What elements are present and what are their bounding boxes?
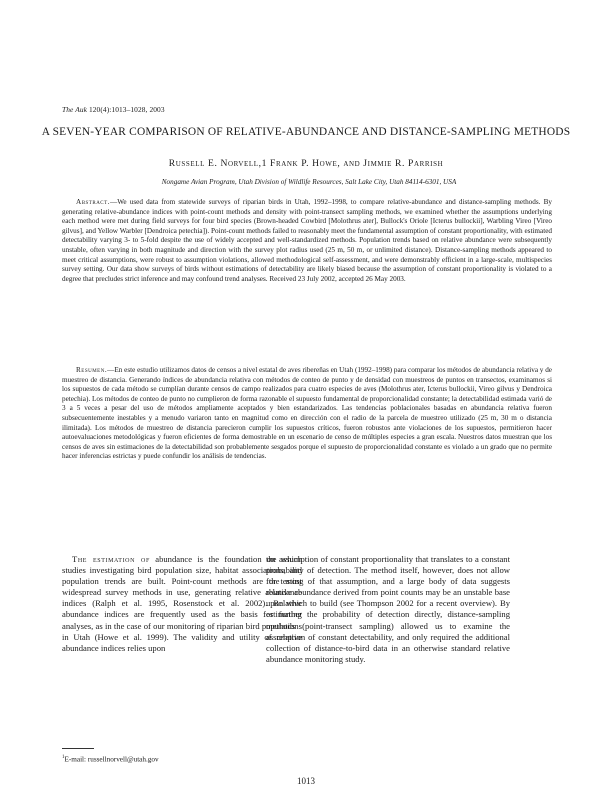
footnote-rule (62, 748, 94, 749)
footnote-text: E-mail: russellnorvell@utah.gov (64, 755, 159, 764)
author-affiliation: Nongame Avian Program, Utah Division of Wildlife Resources, Salt Lake City, Utah 84114-6301, USA (161, 178, 457, 186)
body-column-right (266, 554, 510, 665)
journal-citation (62, 105, 165, 114)
page-number: 1013 (297, 776, 315, 786)
abstract-text: —We used data from statewide surveys of riparian birds in Utah, 1992–1998, to compare relative-abundance and distance-sampling methods. By generating relative-abundance indices with point-count methods and density with point-transect sampling methods, we examined whether the assumptions underlying each method were met during field surveys for four bird species (Brown-headed Cowbird [Molothrus ater], Bullock's Oriole [Icterus bullockii], Warbling Vireo [Vireo gilvus], and Yellow Warbler [Dendroica petechia]). Point-count methods failed to reasonably meet the fundamental assumption of constant proportionality, with estimated detectability varying 3- to 5-fold despite the use of widely accepted and well-standardized methods. Population trends based on relative abundance were subsequently unstable, often varying in both magnitude and direction with the survey plot radius used (25 m, 50 m, or unlimited distance). Distance-sampling methods appeared to meet critical assumptions, were robust to assumption violations, allowed methodological self-assessment, and were demonstrably efficient in a large-scale, multispecies survey setting. Our data show surveys of birds without estimations of detectability are likely biased because the assumption of constant proportionality is violated to a degree that precludes strict inference and may confound trend analyses. Received 23 July 2002, accepted 26 May 2003. (62, 198, 552, 283)
intro-lead-words: The estimation of (72, 554, 150, 564)
resumen-text: —En este estudio utilizamos datos de censos a nivel estatal de aves ribereñas en Utah (1992–1998) para comparar los métodos de abundancia relativa y de muestreo de distancia. Generando índices de abundancia relativa con métodos de conteo de punto y de densidad con muestreos de puntos en transectos, examinamos si los supuestos de cada método se cumplían durante censos de campo realizados para cuatro especies de aves (Molothrus ater, Icterus bullockii, Vireo gilvus y Dendroica petechia). Los métodos de conteo de punto no cumplieron de forma razonable el supuesto fundamental de proporcionalidad constante; la detectabilidad estimada varió de 3 a 5 veces a pesar del uso de métodos ampliamente aceptados y bien estandarizados. Las tendencias poblacionales basadas en abundancia relativa fueron subsecuentemente inestables y a menudo variaron tanto en magnitud como en dirección con el radio de la parcela de muestreo utilizado (25 m, 30 m o distancia ilimitada). Los métodos de muestreo de distancia parecieron cumplir los supuestos críticos, fueron robustos ante violaciones de los supuestos, permitieron hacer autoevaluaciones metodológicas y fueron eficientes de forma demostrable en un escenario de censo de múltiples especies a gran escala. Nuestros datos muestran que los censos de aves sin estimaciones de la detectabilidad son probablemente sesgados porque el supuesto de proporcionalidad constante es violado a un grado que no permite hacer inferencias estrictas y puede confundir los análisis de tendencias. (62, 366, 552, 461)
article-title: A SEVEN-YEAR COMPARISON OF RELATIVE-ABUNDANCE AND DISTANCE-SAMPLING METHODS (41, 126, 571, 138)
intro-text: abundance is the foundation on which studies investigating bird population size, habitat associations, and population trends are built. Point-count methods are the most widespread survey methods in use, generating relative abundance indices (Ralph et al. 1995, Rosenstock et al. 2002). Relative abundance indices are frequently used as the basis for further analyses, as in the case of our monitoring of riparian bird populations in Utah (Howe et al. 1999). The validity and utility of relative abundance indices relies upon (62, 554, 302, 653)
journal-issue: 120(4):1013–1028, 2003 (87, 105, 165, 114)
footnote-marker: 1 (62, 755, 65, 760)
journal-name: The Auk (62, 105, 87, 114)
author-list: Russell E. Norvell,1 Frank P. Howe, and Jimmie R. Parrish (168, 158, 444, 169)
footnote (62, 755, 159, 763)
resumen-heading: Resumen. (76, 366, 108, 374)
abstract-spanish (62, 366, 552, 462)
continued-paragraph: the assumption of constant proportionality that translates to a constant probability of detection. The method itself, however, does not allow for testing of that assumption, and a large body of data suggests relative abundance derived from point counts may be an unstable base upon which to build (see Thompson 2002 for a recent overview). By estimating the probability of detection directly, distance-sampling methods (point-transect sampling) allowed us to examine the assumption of constant detectability, and only required the additional collection of distance-to-bird data in an otherwise standard relative abundance monitoring study. (266, 554, 510, 664)
abstract-heading: Abstract. (76, 198, 110, 206)
abstract-english (62, 198, 552, 284)
